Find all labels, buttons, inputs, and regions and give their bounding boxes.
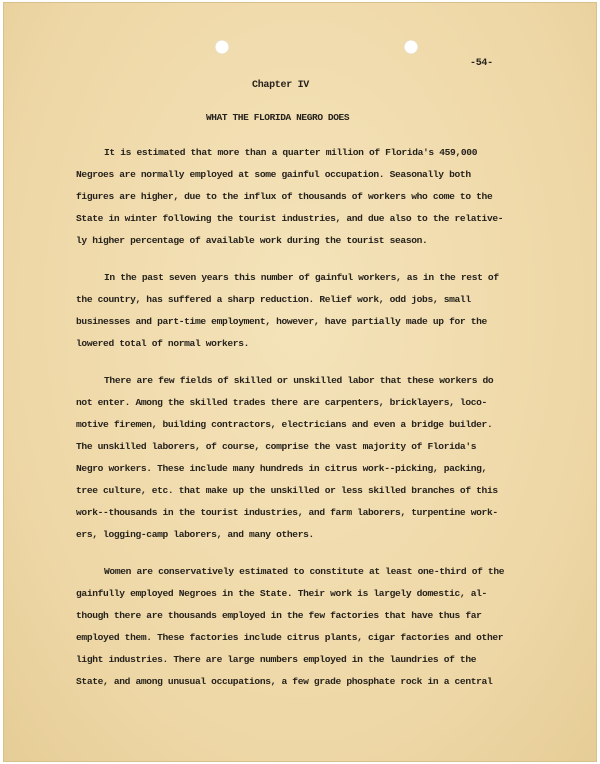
- paragraph-line: Women are conservatively estimated to constitute at least one-third of the: [104, 566, 505, 577]
- paragraph-line: tree culture, etc. that make up the unskilled or less skilled branches of this: [76, 485, 498, 496]
- paragraph-line: gainfully employed Negroes in the State. Their work is largely domestic, al-: [76, 588, 487, 599]
- paragraph-line: though there are thousands employed in the few factories that have thus far: [76, 610, 482, 621]
- paragraph-line: It is estimated that more than a quarter million of Florida's 459,000: [104, 147, 478, 158]
- paragraph-line: There are few fields of skilled or unskilled labor that these workers do: [104, 375, 494, 386]
- paragraph-line: employed them. These factories include citrus plants, cigar factories and other: [76, 632, 504, 643]
- paragraph-line: Negroes are normally employed at some gainful occupation. Seasonally both: [76, 169, 471, 180]
- paragraph-line: light industries. There are large numbers employed in the laundries of the: [76, 654, 477, 665]
- paragraph-line: ers, logging-camp laborers, and many others.: [76, 529, 314, 540]
- paragraph-line: In the past seven years this number of gainful workers, as in the rest of: [104, 272, 499, 283]
- paragraph-line: businesses and part-time employment, however, have partially made up for the: [76, 316, 487, 327]
- page-title: WHAT THE FLORIDA NEGRO DOES: [206, 112, 350, 123]
- paragraph-line: lowered total of normal workers.: [76, 338, 250, 349]
- paragraph-line: The unskilled laborers, of course, comprise the vast majority of Florida's: [76, 441, 477, 452]
- chapter-heading: Chapter IV: [252, 80, 310, 91]
- paragraph-line: State, and among unusual occupations, a few grade phosphate rock in a central: [76, 676, 493, 687]
- paragraph-line: ly higher percentage of available work during the tourist season.: [76, 235, 428, 246]
- paragraph-line: State in winter following the tourist industries, and due also to the relative-: [76, 213, 504, 224]
- paragraph-line: Negro workers. These include many hundreds in citrus work--picking, packing,: [76, 463, 487, 474]
- punch-hole-right: [404, 40, 418, 54]
- page-number: -54-: [470, 58, 493, 69]
- paragraph-line: the country, has suffered a sharp reduction. Relief work, odd jobs, small: [76, 294, 471, 305]
- paragraph-line: figures are higher, due to the influx of thousands of workers who come to the: [76, 191, 493, 202]
- typewritten-page: [4, 3, 596, 761]
- punch-hole-left: [215, 40, 229, 54]
- paragraph-line: not enter. Among the skilled trades there are carpenters, bricklayers, loco-: [76, 397, 487, 408]
- paragraph-line: work--thousands in the tourist industries, and farm laborers, turpentine work-: [76, 507, 498, 518]
- paragraph-line: motive firemen, building contractors, electricians and even a bridge builder.: [76, 419, 493, 430]
